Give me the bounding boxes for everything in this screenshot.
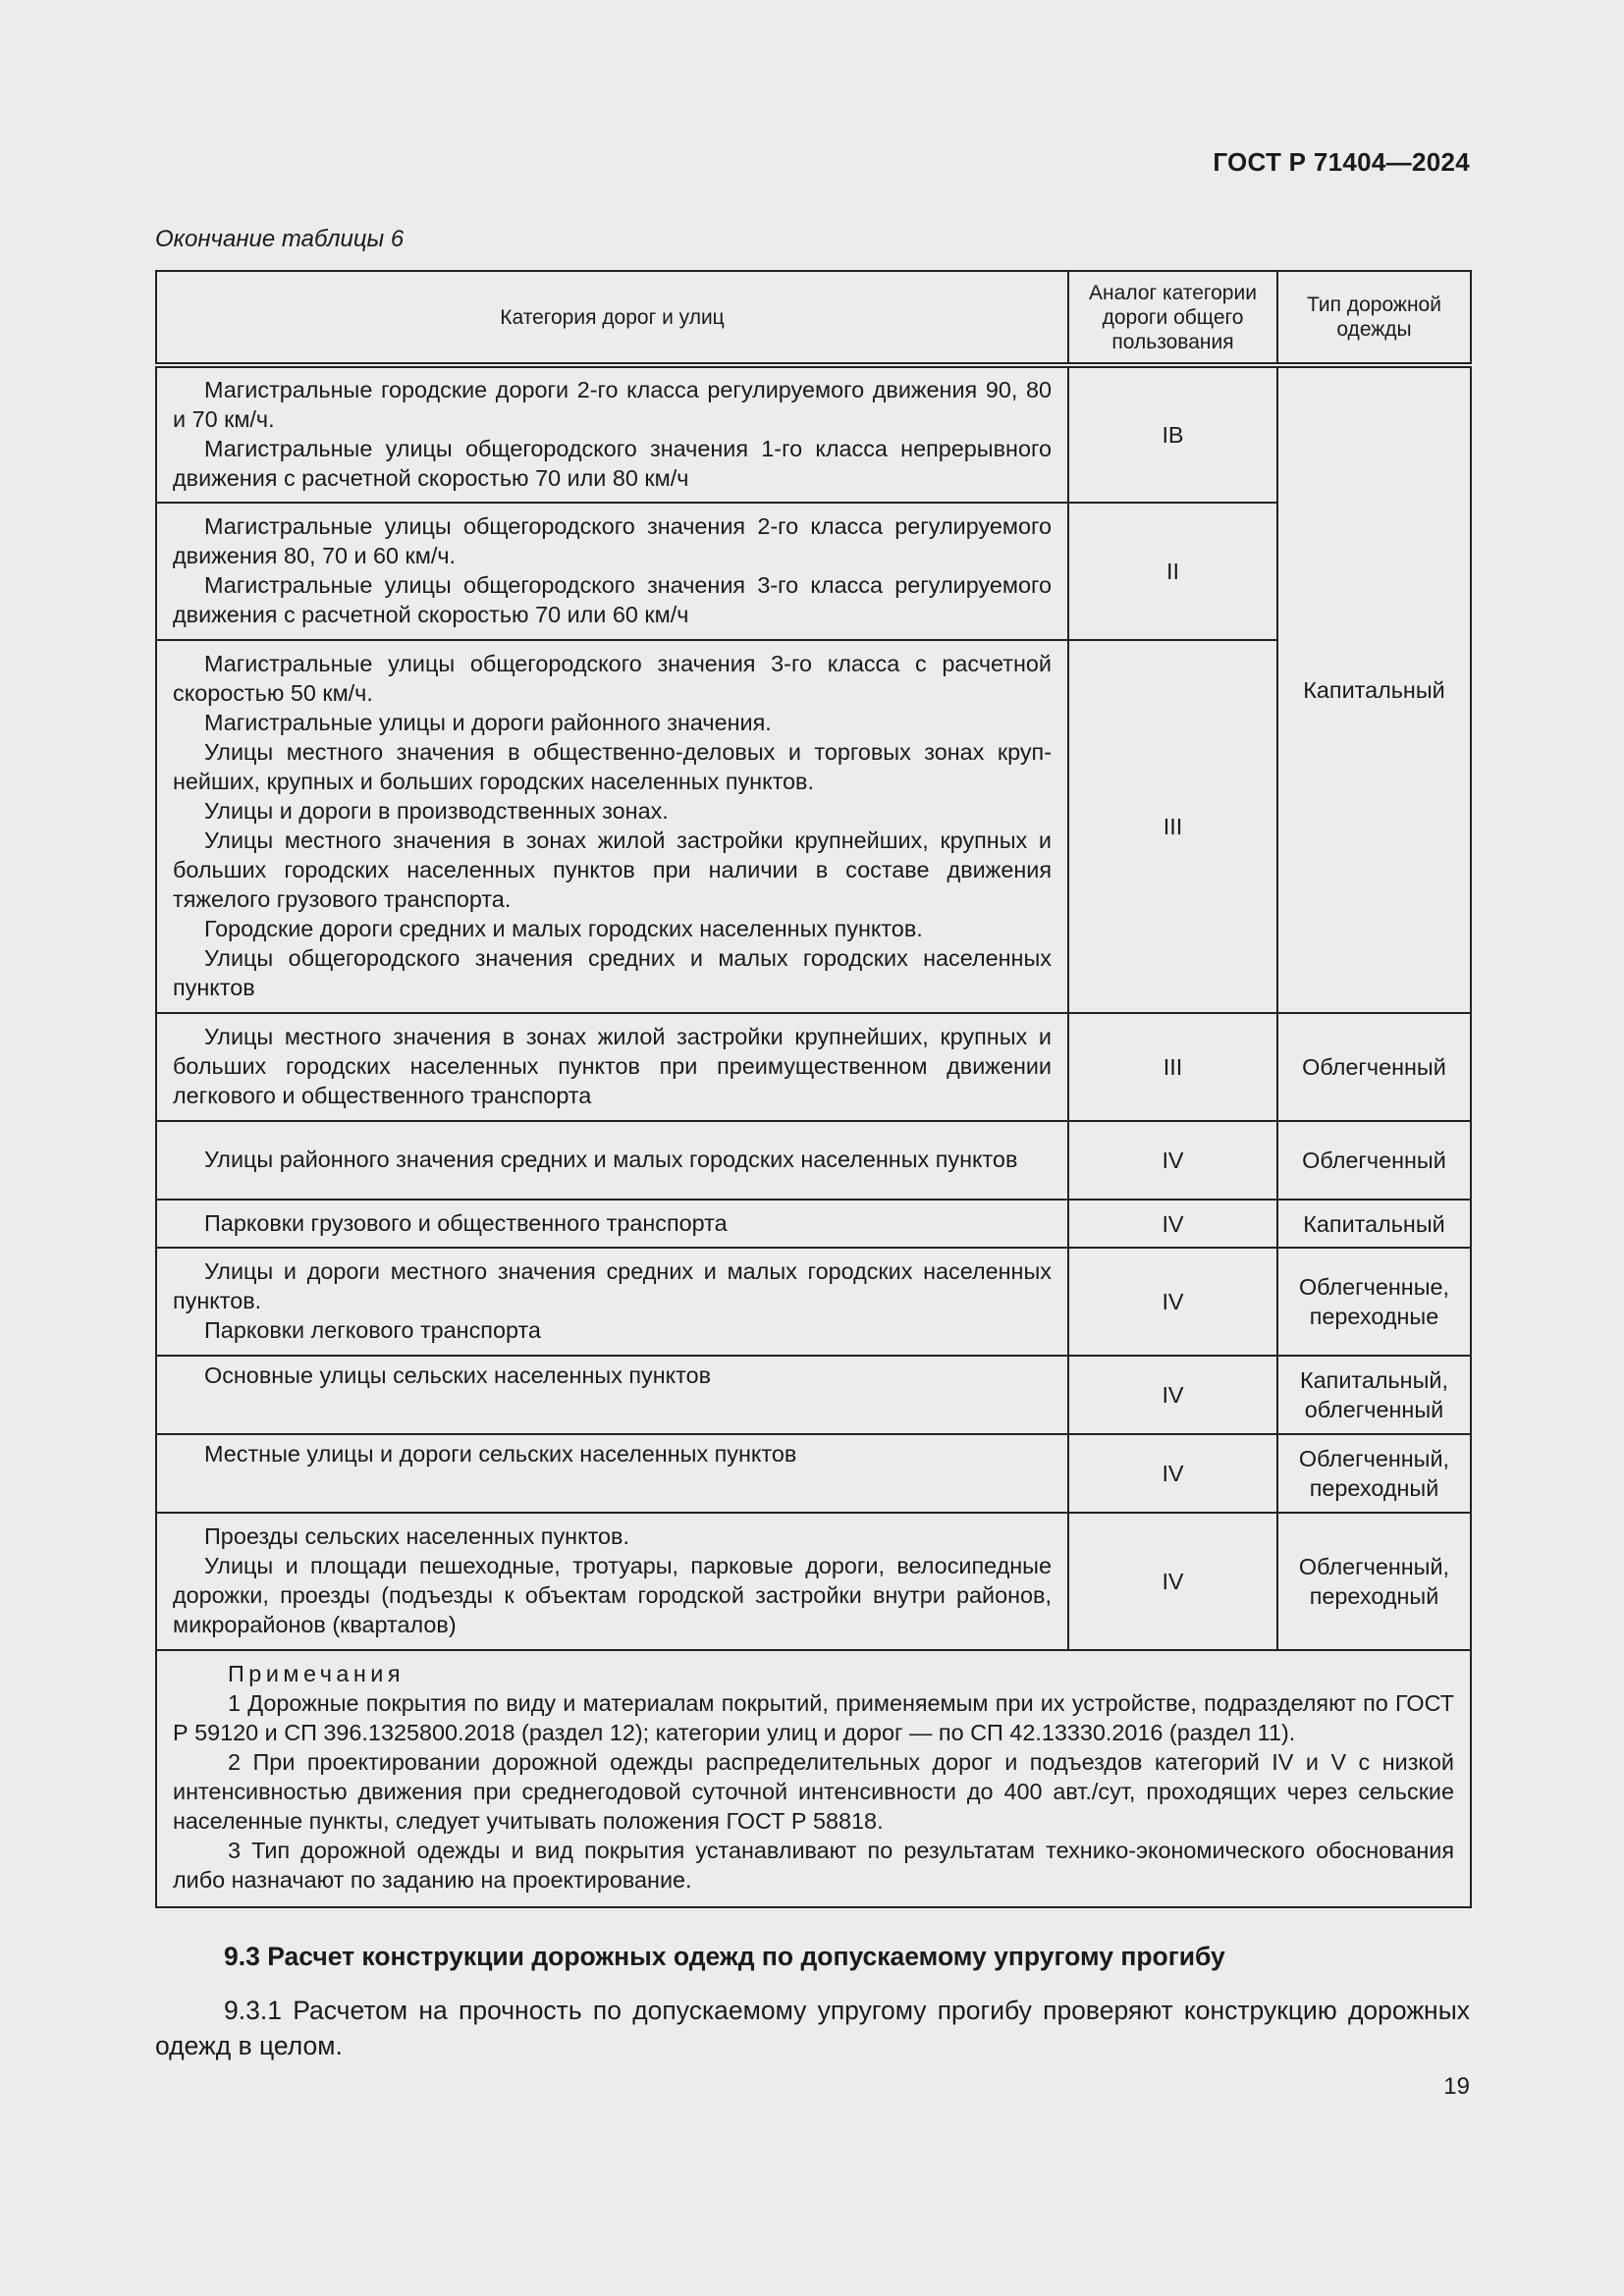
category-line: Улицы и дороги местного значения средних и малых городских населенных пунктов. [173,1258,1052,1313]
category-line: Магистральные улицы общегородского значения 2-го класса регулируемого движения 80, 70 и 60 км/ч. [173,513,1052,568]
analog-cell: IB [1068,365,1277,503]
note-item: 3 Тип дорожной одежды и вид покрытия устанавливают по результатам технико-экономического обоснования либо назначают по заданию на проектирование. [173,1838,1454,1893]
analog-cell: IV [1068,1434,1277,1513]
table-row [156,503,1471,640]
category-line: Улицы общегородского значения средних и малых городских населенных пунктов [173,945,1052,1000]
category-line: Основные улицы сельских населенных пунктов [204,1362,712,1388]
category-line: Улицы местного значения в общественно-деловых и торговых зонах крупнейших, крупных и больших городских населенных пунктов. [173,739,1052,794]
category-cell [156,503,1068,640]
table-row [156,1434,1471,1513]
pavement-cell: Капитальный [1277,1200,1471,1248]
category-cell [156,365,1068,503]
note-item: 1 Дорожные покрытия по виду и материалам покрытий, применяемым при их устройстве, подразделяют по ГОСТ Р 59120 и СП 396.1325800.2018 (раздел 12); категории улиц и дорог — по СП 42.13330.2016 (раздел 11). [173,1690,1454,1745]
section-paragraph [155,1993,1470,2063]
notes-heading: Примечания [228,1661,406,1686]
category-cell [156,1356,1068,1434]
table-row [156,1121,1471,1200]
category-cell [156,1513,1068,1650]
page-number: 19 [1443,2073,1470,2100]
section-title: 9.3 Расчет конструкции дорожных одежд по допускаемому упругому прогибу [224,1942,1225,1971]
table-row [156,365,1471,503]
table-notes-row [156,1650,1471,1907]
pavement-cell: Облегченный, переходный [1277,1513,1471,1650]
note-item: 2 При проектировании дорожной одежды распределительных дорог и подъездов категорий IV и V с низкой интенсивностью движения при среднегодовой суточной интенсивности до 400 авт./сут, проходящих через сельские населенные пункты, следует учитывать положения ГОСТ Р 58818. [173,1749,1454,1834]
analog-cell: IV [1068,1248,1277,1356]
pavement-cell: Облегченный [1277,1121,1471,1200]
category-cell [156,1121,1068,1200]
category-line: Магистральные улицы и дороги районного значения. [204,710,772,735]
paragraph-text: 9.3.1 Расчетом на прочность по допускаемому упругому прогибу проверяют конструкцию дорожных одежд в целом. [155,1996,1470,2060]
category-line: Местные улицы и дороги сельских населенных пунктов [204,1441,797,1467]
analog-cell: IV [1068,1513,1277,1650]
category-cell [156,1434,1068,1513]
category-cell [156,1013,1068,1121]
table-header-row [156,271,1471,365]
table-caption: Окончание таблицы 6 [155,226,405,252]
analog-cell: II [1068,503,1277,640]
category-cell [156,1248,1068,1356]
column-header-category: Категория дорог и улиц [156,271,1068,365]
analog-cell: IV [1068,1356,1277,1434]
category-line: Магистральные улицы общегородского значения 1-го класса непрерывного движения с расчетной скоростью 70 или 80 км/ч [173,436,1052,491]
pavement-cell-merged: Капитальный [1277,365,1471,1013]
category-line: Парковки легкового транспорта [204,1317,541,1343]
category-line: Городские дороги средних и малых городских населенных пунктов. [204,916,923,941]
category-line: Улицы местного значения в зонах жилой застройки крупнейших, крупных и больших городских населенных пунктов при преимущественном движении легкового и общественного транспорта [173,1024,1052,1108]
category-line: Магистральные городские дороги 2-го класса регулируемого движения 90, 80 и 70 км/ч. [173,377,1052,432]
pavement-cell: Облегченный, переходный [1277,1434,1471,1513]
category-cell [156,1200,1068,1248]
analog-cell: IV [1068,1200,1277,1248]
column-header-analog: Аналог категории дороги общего пользования [1068,271,1277,365]
category-line: Улицы районного значения средних и малых городских населенных пунктов [204,1147,1018,1172]
category-line: Парковки грузового и общественного транспорта [204,1209,728,1236]
table-row [156,1248,1471,1356]
analog-cell: III [1068,1013,1277,1121]
notes-cell [156,1650,1471,1907]
table-row [156,1200,1471,1248]
analog-cell: IV [1068,1121,1277,1200]
category-line: Улицы и дороги в производственных зонах. [204,798,669,824]
category-line: Улицы и площади пешеходные, тротуары, парковые дороги, велосипедные дорожки, проезды (подъезды к объектам городской застройки внутри районов, микрорайонов (кварталов) [173,1553,1052,1637]
category-cell [156,640,1068,1013]
document-code: ГОСТ Р 71404—2024 [1213,147,1470,177]
table-row [156,1513,1471,1650]
pavement-cell: Капитальный, облегченный [1277,1356,1471,1434]
road-categories-table [155,270,1472,1908]
category-line: Проезды сельских населенных пунктов. [204,1523,629,1549]
table-row [156,1013,1471,1121]
table-row [156,640,1471,1013]
category-line: Магистральные улицы общегородского значения 3-го класса с расчетной скоростью 50 км/ч. [173,651,1052,706]
column-header-pavement: Тип дорожной одежды [1277,271,1471,365]
table-row [156,1356,1471,1434]
analog-cell: III [1068,640,1277,1013]
category-line: Улицы местного значения в зонах жилой застройки крупнейших, крупных и больших городских населенных пунктов при наличии в составе движения тяжелого грузового транспорта. [173,828,1052,912]
category-line: Магистральные улицы общегородского значения 3-го класса регулируемого движения с расчетной скоростью 70 или 60 км/ч [173,572,1052,627]
pavement-cell: Облегченный [1277,1013,1471,1121]
pavement-cell: Облегченные, переходные [1277,1248,1471,1356]
